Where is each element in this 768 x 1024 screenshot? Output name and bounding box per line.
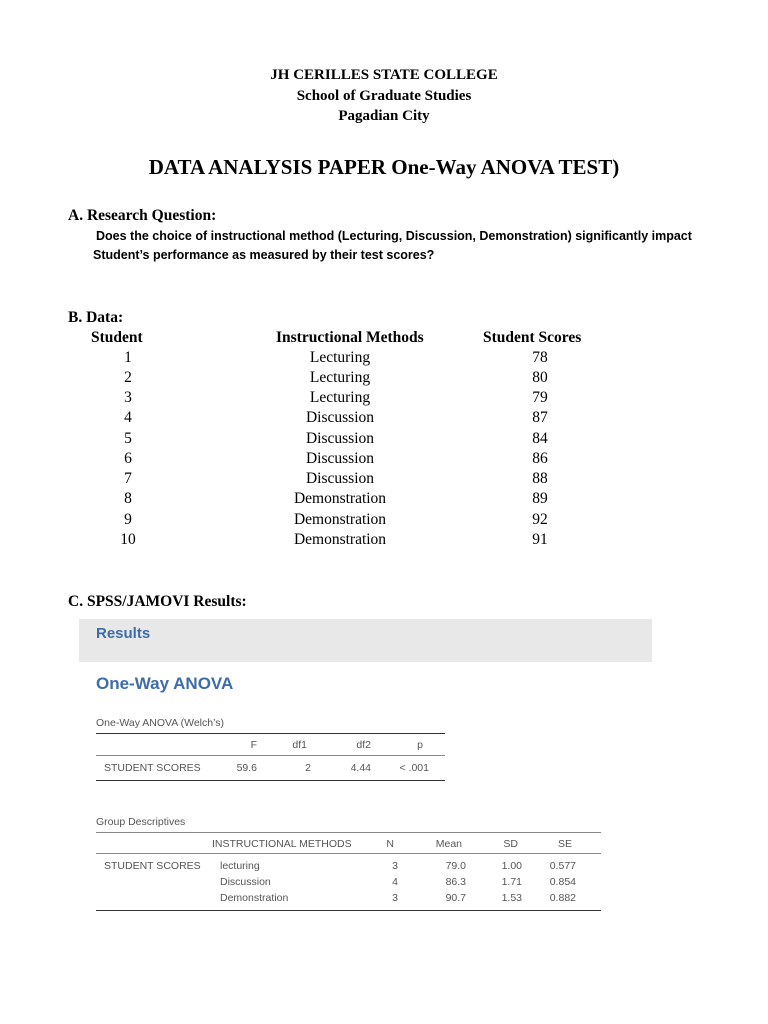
welch-table-caption: One-Way ANOVA (Welch’s) (96, 717, 224, 729)
col-header-student: Student (91, 329, 143, 346)
welch-header-row (96, 735, 445, 755)
city-name: Pagadian City (338, 108, 430, 124)
row-score: 78 (532, 349, 548, 366)
descriptives-bottom-rule (96, 910, 601, 911)
desc-col-se: SE (557, 838, 572, 850)
row-score: 80 (532, 369, 548, 386)
table-row (96, 760, 445, 776)
research-question-line2: Student’s performance as measured by their test scores? (93, 248, 435, 262)
row-score: 79 (532, 389, 548, 406)
desc-mean: 79.0 (445, 860, 466, 872)
desc-col-n: N (386, 838, 394, 850)
row-score: 91 (532, 531, 548, 548)
section-a-heading: A. Research Question: (68, 207, 217, 224)
row-method: Demonstration (293, 511, 387, 528)
row-score: 86 (532, 450, 548, 467)
welch-f-value: 59.6 (236, 762, 257, 774)
row-method: Lecturing (309, 389, 371, 406)
welch-df1-value: 2 (305, 762, 311, 774)
welch-bottom-rule (96, 780, 445, 781)
desc-se: 0.882 (549, 892, 576, 904)
row-student: 2 (124, 369, 132, 386)
desc-col-sd: SD (503, 838, 518, 850)
section-b-heading: B. Data: (68, 309, 124, 326)
row-method: Discussion (305, 430, 375, 447)
research-question-line1: Does the choice of instructional method (Lecturing, Discussion, Demonstration) significantly impact (96, 229, 692, 243)
descriptives-header-rule (96, 853, 601, 854)
table-row (96, 858, 601, 874)
welch-df2-value: 4.44 (350, 762, 371, 774)
desc-method: lecturing (220, 860, 260, 872)
row-student: 4 (124, 409, 132, 426)
row-student: 7 (124, 470, 132, 487)
anova-heading: One-Way ANOVA (96, 674, 234, 693)
row-method: Discussion (305, 409, 375, 426)
row-method: Lecturing (309, 369, 371, 386)
welch-col-p: p (417, 739, 423, 751)
row-student: 10 (120, 531, 136, 548)
descriptives-body (96, 858, 601, 906)
desc-sd: 1.71 (501, 876, 522, 888)
welch-col-df2: df2 (356, 739, 371, 751)
welch-col-blank (96, 735, 202, 755)
welch-table (96, 735, 445, 755)
desc-mean: 90.7 (445, 892, 466, 904)
row-method: Lecturing (309, 349, 371, 366)
welch-top-rule (96, 733, 445, 734)
school-name: School of Graduate Studies (296, 88, 472, 104)
desc-sd: 1.53 (501, 892, 522, 904)
descriptives-top-rule (96, 832, 601, 833)
row-method: Discussion (305, 470, 375, 487)
row-score: 84 (532, 430, 548, 447)
desc-mean: 86.3 (445, 876, 466, 888)
descriptives-header-row (96, 834, 601, 854)
row-student: 9 (124, 511, 132, 528)
welch-col-df1: df1 (292, 739, 307, 751)
desc-method: Demonstration (220, 892, 289, 904)
row-method: Demonstration (293, 490, 387, 507)
row-student: 6 (124, 450, 132, 467)
desc-n: 4 (392, 876, 398, 888)
page-title: DATA ANALYSIS PAPER One-Way ANOVA TEST) (148, 155, 620, 179)
results-banner (79, 619, 652, 662)
col-header-score: Student Scores (483, 329, 582, 346)
welch-row-label: STUDENT SCORES (104, 762, 201, 774)
section-c-heading: C. SPSS/JAMOVI Results: (68, 593, 247, 610)
row-score: 87 (532, 409, 548, 426)
row-score: 88 (532, 470, 548, 487)
desc-se: 0.854 (549, 876, 576, 888)
table-row (96, 874, 601, 890)
row-method: Discussion (305, 450, 375, 467)
desc-n: 3 (392, 892, 398, 904)
row-score: 92 (532, 511, 548, 528)
welch-header-rule (96, 755, 445, 756)
descriptives-table (96, 834, 601, 854)
row-score: 89 (532, 490, 548, 507)
descriptives-caption: Group Descriptives (96, 816, 186, 828)
results-label: Results (96, 625, 151, 642)
row-student: 3 (124, 389, 132, 406)
college-name: JH CERILLES STATE COLLEGE (270, 67, 498, 83)
row-student: 8 (124, 490, 132, 507)
desc-n: 3 (392, 860, 398, 872)
desc-method: Discussion (220, 876, 271, 888)
row-student: 1 (124, 349, 132, 366)
row-method: Demonstration (293, 531, 387, 548)
desc-se: 0.577 (549, 860, 576, 872)
desc-col-mean: Mean (435, 838, 462, 850)
welch-p-value: < .001 (399, 762, 429, 774)
welch-col-f: F (250, 739, 257, 751)
welch-body (96, 760, 445, 776)
row-student: 5 (124, 430, 132, 447)
table-row (96, 890, 601, 906)
desc-row-label: STUDENT SCORES (104, 860, 201, 872)
col-header-method: Instructional Methods (276, 329, 424, 346)
desc-sd: 1.00 (501, 860, 522, 872)
desc-col-method: INSTRUCTIONAL METHODS (212, 838, 352, 850)
desc-col-blank (96, 834, 212, 854)
